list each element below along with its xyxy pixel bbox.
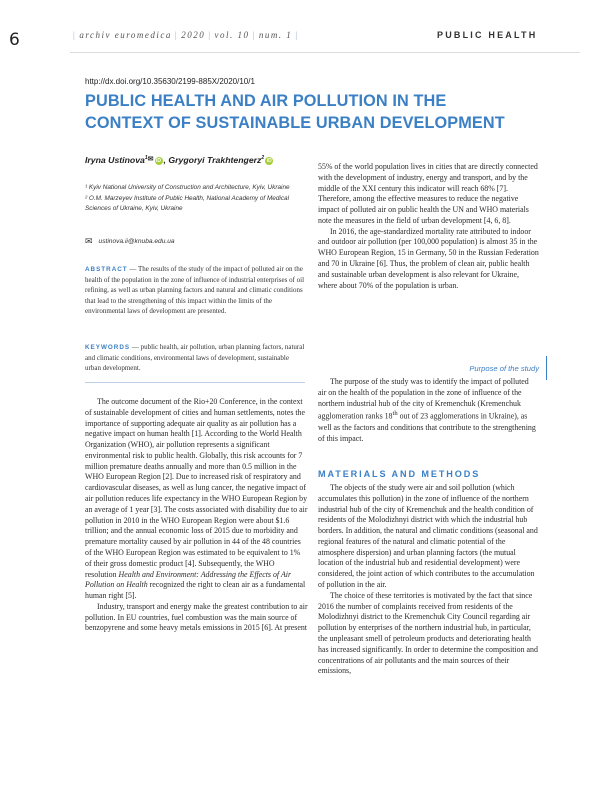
keywords-label: KEYWORDS bbox=[85, 344, 131, 351]
orcid-icon[interactable]: iD bbox=[266, 158, 272, 164]
abstract-text: — The results of the study of the impact of polluted air on the health of the population in the zone of influence of industrial enterprises of oil refining, as well as urban planning factors and natural and climatic conditions that lead to the strengthening of this impact within the limits of the environmental laws of development are presented. bbox=[85, 265, 305, 315]
author-name[interactable]: Iryna Ustinova bbox=[85, 155, 145, 165]
body-text: recognized the right to clean air as a fundamental human right [5]. bbox=[85, 580, 306, 601]
resolution-title: Health and Environment: Addressing the Effects of Air Pollution on Health bbox=[85, 569, 292, 590]
journal-volume: vol. 10 bbox=[214, 30, 250, 40]
abstract-label: ABSTRACT bbox=[85, 266, 128, 273]
journal-number: num. 1 bbox=[258, 30, 293, 40]
keywords bbox=[85, 342, 305, 374]
affiliations bbox=[85, 183, 308, 215]
affiliation-marker: 1 bbox=[144, 155, 148, 162]
page-number: 6 bbox=[9, 30, 20, 50]
author-name[interactable]: Grygoryi Trakhtengerz bbox=[168, 155, 262, 165]
header-divider bbox=[70, 52, 580, 53]
orcid-icon[interactable]: iD bbox=[156, 158, 162, 164]
ordinal-suffix: th bbox=[392, 410, 398, 418]
envelope-icon[interactable]: ✉ bbox=[147, 156, 154, 163]
body-text: out of 23 agglomerations in Ukraine), as well as the factors and conditions that contribute to the strengthening of this impact. bbox=[318, 411, 536, 443]
article-title: PUBLIC HEALTH AND AIR POLLUTION IN THE CONTEXT OF SUSTAINABLE URBAN DEVELOPMENT bbox=[85, 92, 505, 132]
purpose-subheading: Purpose of the study bbox=[469, 364, 539, 373]
affiliation: ² O.M. Marzeyev Institute of Public Health, National Academy of Medical Sciences of Ukraine, Kyiv, Ukraine bbox=[85, 194, 289, 212]
running-header-section: PUBLIC HEALTH bbox=[437, 30, 538, 40]
author-line bbox=[85, 155, 308, 165]
body-column-right-intro bbox=[318, 162, 539, 291]
body-paragraph bbox=[318, 377, 539, 444]
body-column-left bbox=[85, 397, 308, 634]
journal-name: archiv euromedica bbox=[79, 30, 172, 40]
body-text: The purpose of the study was to identify the impact of polluted air on the health of the population in the zone of influence of the northern industrial hub of the city of Kremenchuk (Kremenchuk agglomeration ranks 18 bbox=[318, 377, 529, 421]
body-paragraph: In 2016, the age-standardized mortality rate attributed to indoor and outdoor air pollution (per 100,000 population) is almost 35 in the WHO European Region, 15 in Germany, 50 in the Russian Federation and 70 in Ukraine [6]. Thus, the problem of clean air, public health and sustainable urban development is also relevant for Ukraine, where about 70% of the population is urban. bbox=[318, 226, 539, 290]
body-paragraph bbox=[85, 397, 308, 602]
keywords-text: — public health, air pollution, urban planning factors, natural and climatic conditions, environmental laws of development, sustainable urban development. bbox=[85, 343, 305, 373]
body-paragraph: 55% of the world population lives in cities that are directly connected with the development of industry, energy and transport, and by the middle of the XXI century this indicator will reach 68% [7]. Therefore, among the effective measures to reduce the negative impact of polluted air on public health the UN and WHO materials note the measures in the field of urban development [4, 6, 8]. bbox=[318, 162, 538, 225]
affiliation-marker: 2 bbox=[261, 155, 265, 162]
body-paragraph: Industry, transport and energy make the greatest contribution to air pollution. In EU countries, fuel combustion was the main source of benzopyrene and some heavy metals emissions in 2015 [6]. At present bbox=[85, 601, 308, 633]
mail-icon: ✉ bbox=[85, 236, 93, 246]
body-column-right-methods bbox=[318, 483, 539, 677]
contact-email bbox=[85, 236, 308, 247]
affiliation: ¹ Kyiv National University of Construction and Architecture, Kyiv, Ukraine bbox=[85, 184, 290, 191]
section-heading-materials-methods: MATERIALS AND METHODS bbox=[318, 469, 481, 479]
abstract-divider bbox=[85, 382, 305, 383]
running-header-journal: | archiv euromedica | 2020 | vol. 10 | num. 1 | bbox=[73, 30, 299, 40]
body-text: The outcome document of the Rio+20 Conference, in the context of sustainable development of cities and human settlements, notes the importance of supporting adequate air quality as air pollution has a negative impact on human health [1]. According to the World Health Organization (WHO), air pollution represents a significant environmental risk to public health. Globally, this risk accounts for 7 million premature deaths annually and more than 0.5 million in the WHO European Region [2]. Due to increased risk of respiratory and cardiovascular diseases, as well as lung cancer, the negative impact of air pollution reduces life expectancy in the WHO European Region by an average of 1 year [3]. The costs associated with disability due to air pollution in 2010 in the WHO European Region were about $1.6 trillion; and the annual economic loss of 2015 due to morbidity and premature mortality caused by air pollution in 44 of the 48 countries of the WHO European Region was estimated to be equivalent to 1% of their gross domestic product [4]. Subsequently, the WHO resolution bbox=[85, 397, 308, 579]
author-separator: , bbox=[163, 155, 166, 165]
doi-link[interactable]: http://dx.doi.org/10.35630/2199-885X/2020/10/1 bbox=[85, 77, 255, 86]
body-paragraph: The choice of these territories is motivated by the fact that since 2016 the number of complaints received from residents of the Molodizhnyi district to the Kremenchuk City Council regarding air pollution by enterprises of the northern industrial hub, in particular, the unpleasant smell of petroleum products and deteriorating health has increased significantly. In order to determine the composition and concentrations of air pollutants and the main sources of their emissions, bbox=[318, 590, 538, 676]
abstract bbox=[85, 264, 305, 316]
purpose-marker-rule bbox=[546, 356, 547, 380]
body-column-right-purpose bbox=[318, 377, 539, 444]
journal-year: 2020 bbox=[181, 30, 206, 40]
email-address[interactable]: ustinova.ii@knuba.edu.ua bbox=[98, 238, 175, 245]
body-paragraph: The objects of the study were air and soil pollution (which accumulates this pollution) in the zone of influence of the northern industrial hub of the city of Kremenchuk and the health condition of residents of the Molodizhnyi district with which the industrial hub borders. In addition, the natural and climatic conditions (seasonal and regional features of the natural and climatic potential of the atmosphere dispersion) and urban planning factors (the mutual location of the industrial hub and residential development) were considered, the joint action of which contributes to the accumulation of pollution in the air. bbox=[318, 483, 538, 590]
